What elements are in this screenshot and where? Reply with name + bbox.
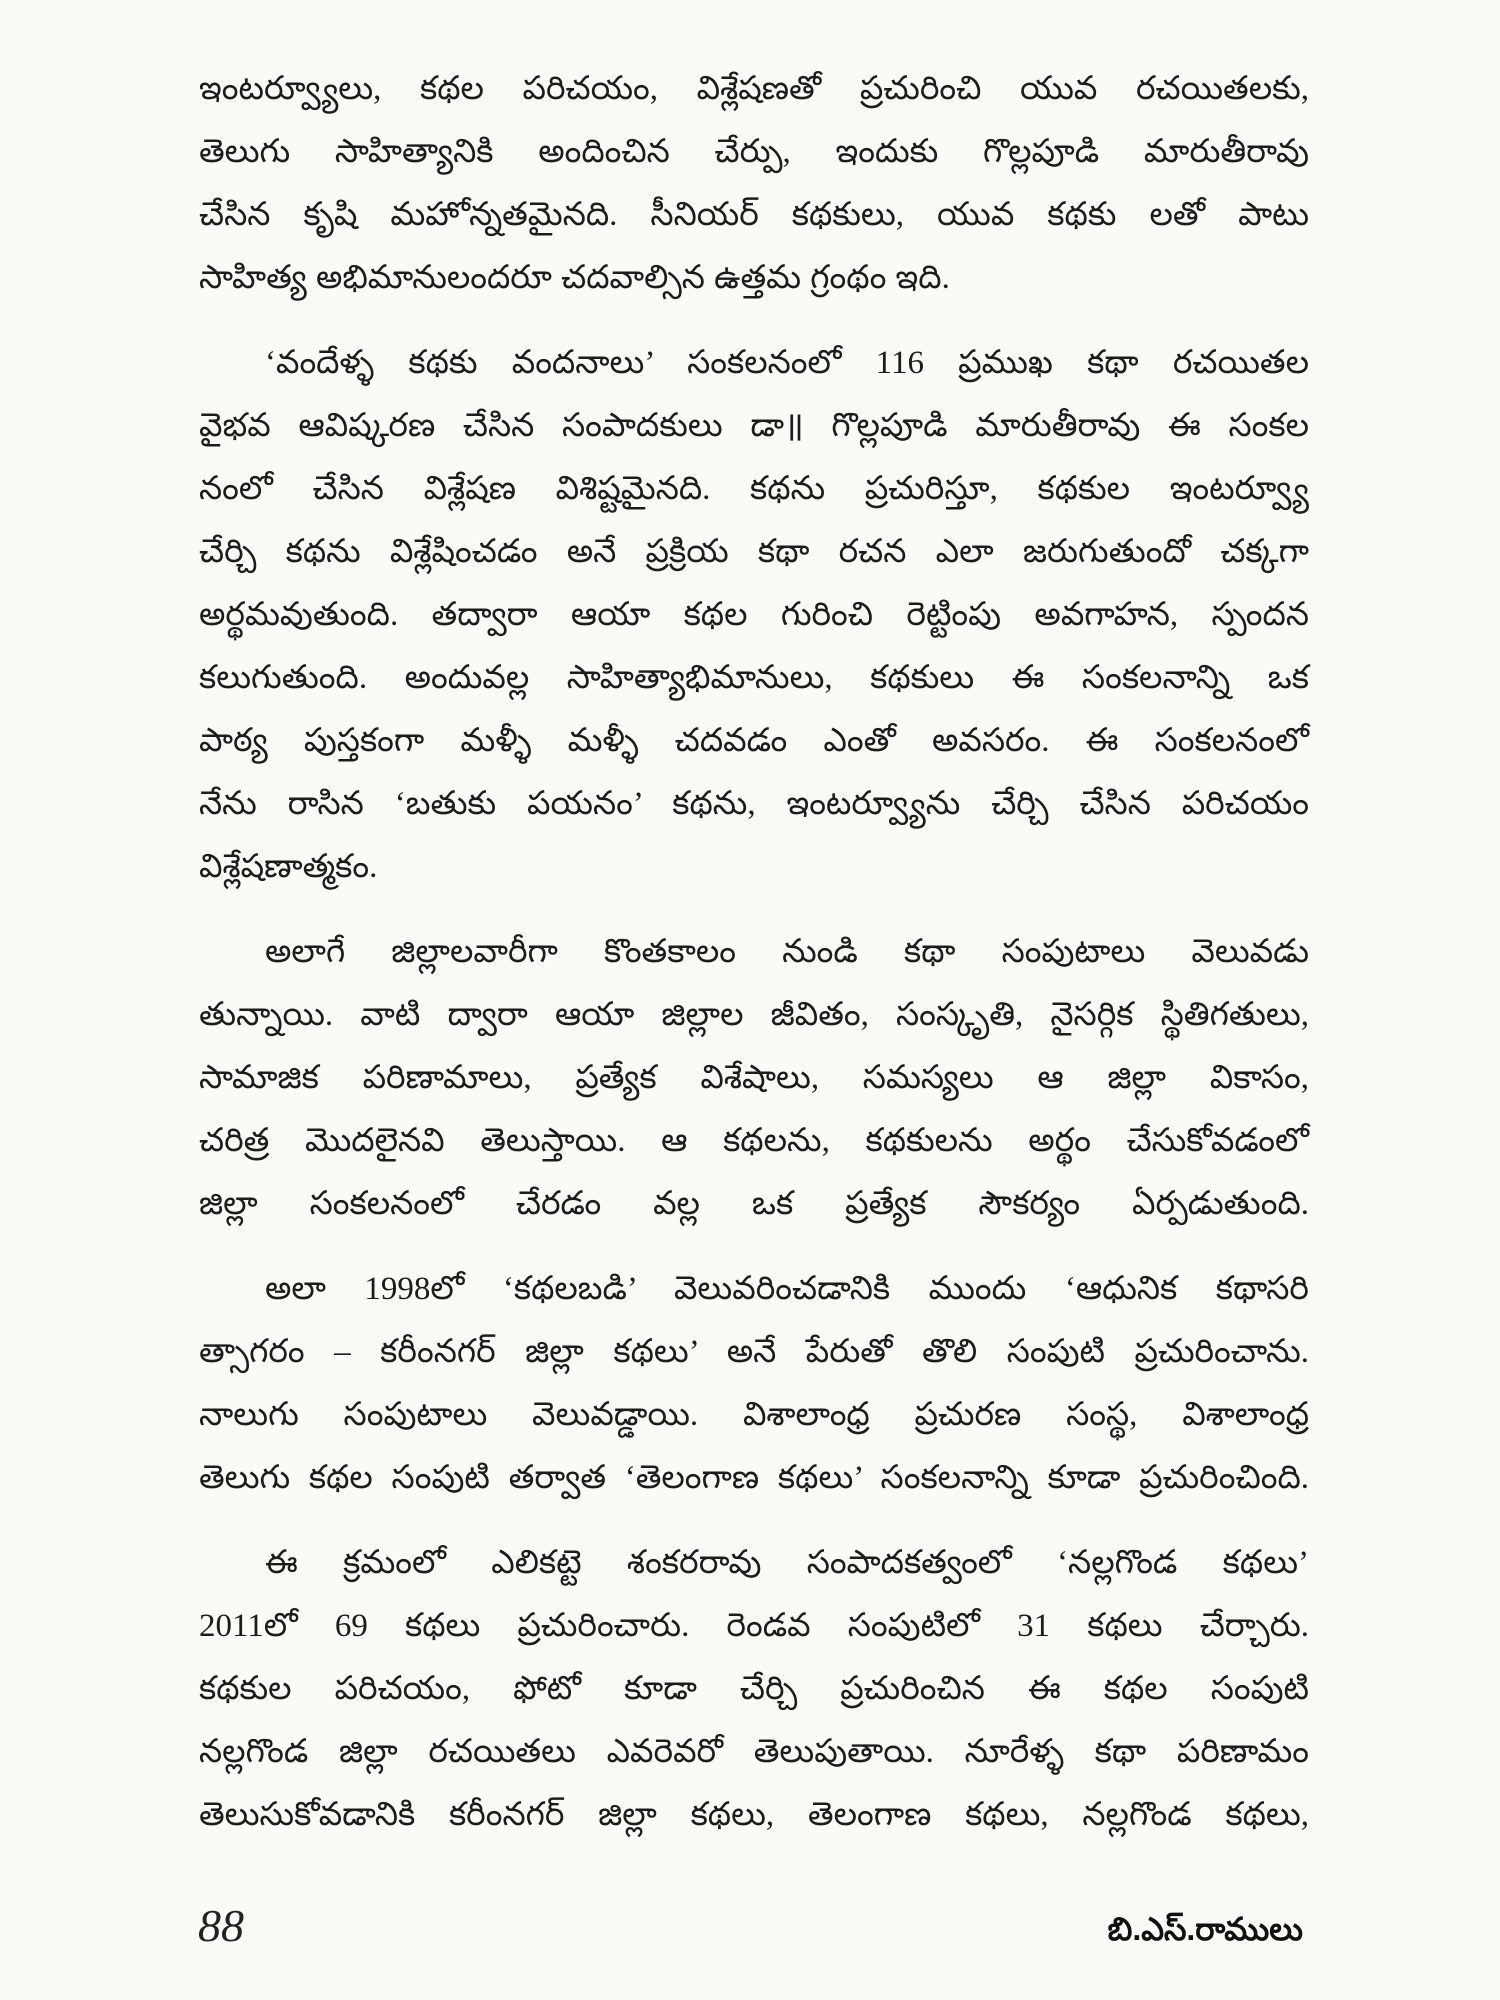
text-line: తెలుగు కథల సంపుటి తర్వాత ‘తెలంగాణ కథలు’ సంకలనాన్ని కూడా ప్రచురించింది. <box>199 1460 1309 1496</box>
text-line: తెలుసుకోవడానికి కరీంనగర్ జిల్లా కథలు, తెలంగాణ కథలు, నల్లగొండ కథలు, <box>199 1797 1309 1833</box>
text-line: తెలుగు సాహిత్యానికి అందించిన చేర్పు, ఇందుకు గొల్లపూడి మారుతీరావు <box>199 134 1309 170</box>
body-text <box>199 58 1309 1847</box>
text-line: సామాజిక పరిణామాలు, ప్రత్యేక విశేషాలు, సమస్యలు ఆ జిల్లా వికాసం, <box>199 1060 1309 1096</box>
text-line: త్సాగరం – కరీంనగర్ జిల్లా కథలు’ అనే పేరుతో తొలి సంపుటి ప్రచురించాను. <box>199 1334 1309 1370</box>
text-line: అలాగే జిల్లాలవారీగా కొంతకాలం నుండి కథా సంపుటాలు వెలువడు <box>265 934 1309 970</box>
text-line: అర్థమవుతుంది. తద్వారా ఆయా కథల గురించి రెట్టింపు అవగాహన, స్పందన <box>199 597 1309 633</box>
text-line: ఈ క్రమంలో ఎలికట్టె శంకరరావు సంపాదకత్వంలో ‘నల్లగొండ కథలు’ <box>265 1545 1309 1581</box>
text-line: నల్లగొండ జిల్లా రచయితలు ఎవరెవరో తెలుపుతాయి. నూరేళ్ళ కథా పరిణామం <box>199 1734 1309 1770</box>
text-line: కలుగుతుంది. అందువల్ల సాహిత్యాభిమానులు, కథకులు ఈ సంకలనాన్ని ఒక <box>199 660 1309 696</box>
paragraph-3 <box>199 921 1309 1236</box>
text-line: సాహిత్య అభిమానులందరూ చదవాల్సిన ఉత్తమ గ్రంథం ఇది. <box>199 260 950 296</box>
text-line: ఇంటర్వ్యూలు, కథల పరిచయం, విశ్లేషణతో ప్రచురించి యువ రచయితలకు, <box>199 71 1309 107</box>
text-line: విశ్లేషణాత్మకం. <box>199 849 378 885</box>
text-line: చేసిన కృషి మహోన్నతమైనది. సీనియర్ కథకులు, యువ కథకు లతో పాటు <box>199 197 1309 233</box>
text-line: వైభవ ఆవిష్కరణ చేసిన సంపాదకులు డా॥ గొల్లపూడి మారుతీరావు ఈ సంకల <box>199 408 1309 444</box>
text-line: ‘వందేళ్ళ కథకు వందనాలు’ సంకలనంలో 116 ప్రముఖ కథా రచయితల <box>265 345 1309 381</box>
page-number: 88 <box>198 1900 244 1951</box>
paragraph-5 <box>199 1532 1309 1847</box>
text-line: కథకుల పరిచయం, ఫోటో కూడా చేర్చి ప్రచురించిన ఈ కథల సంపుటి <box>199 1671 1309 1707</box>
text-line: పాఠ్య పుస్తకంగా మళ్ళీ మళ్ళీ చదవడం ఎంతో అవసరం. ఈ సంకలనంలో <box>199 723 1309 759</box>
text-line: నాలుగు సంపుటాలు వెలువడ్డాయి. విశాలాంధ్ర ప్రచురణ సంస్థ, విశాలాంధ్ర <box>199 1397 1309 1433</box>
text-line: చరిత్ర మొదలైనవి తెలుస్తాయి. ఆ కథలను, కథకులను అర్థం చేసుకోవడంలో <box>199 1123 1309 1159</box>
paragraph-1 <box>199 58 1309 310</box>
text-line: చేర్చి కథను విశ్లేషించడం అనే ప్రక్రియ కథా రచన ఎలా జరుగుతుందో చక్కగా <box>199 534 1309 570</box>
text-line: నేను రాసిన ‘బతుకు పయనం’ కథను, ఇంటర్వ్యూను చేర్చి చేసిన పరిచయం <box>199 786 1309 822</box>
text-line: 2011లో 69 కథలు ప్రచురించారు. రెండవ సంపుటిలో 31 కథలు చేర్చారు. <box>199 1608 1309 1644</box>
paragraph-2 <box>199 332 1309 899</box>
text-line: జిల్లా సంకలనంలో చేరడం వల్ల ఒక ప్రత్యేక సౌకర్యం ఏర్పడుతుంది. <box>199 1186 1309 1222</box>
text-line: అలా 1998లో ‘కథలబడి’ వెలువరించడానికి ముందు ‘ఆధునిక కథాసరి <box>265 1271 1309 1307</box>
text-line: నంలో చేసిన విశ్లేషణ విశిష్టమైనది. కథను ప్రచురిస్తూ, కథకుల ఇంటర్వ్యూ <box>199 471 1309 507</box>
author-name: బి.ఎస్.రాములు <box>1107 1911 1303 1947</box>
paragraph-4 <box>199 1258 1309 1510</box>
text-line: తున్నాయి. వాటి ద్వారా ఆయా జిల్లాల జీవితం, సంస్కృతి, నైసర్గిక స్థితిగతులు, <box>199 997 1309 1033</box>
